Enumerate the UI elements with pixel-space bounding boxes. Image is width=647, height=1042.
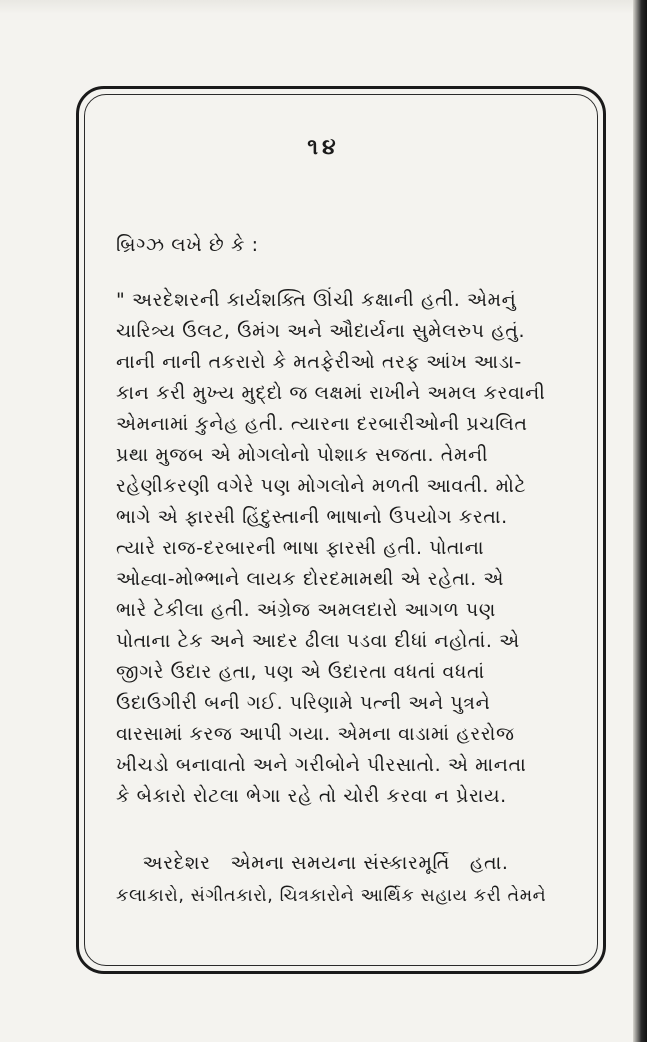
paragraph-line: ત્યારે રાજ-દરબારની ભાષા ફારસી હતી. પોતાના xyxy=(116,537,485,559)
paragraph-line: નાની નાની તકરારો કે મતફેરીઓ તરફ આંખ આડા- xyxy=(116,351,522,373)
page-border-inner xyxy=(84,94,598,966)
paragraph-line: જીગરે ઉદાર હતા, પણ એ ઉદારતા વધતાં વધતાં xyxy=(116,661,485,683)
paragraph-line: એમનામાં કુનેહ હતી. ત્યારના દરબારીઓની પ્રચલિત xyxy=(116,413,528,435)
paragraph-line: ઓહ્વા-મોભ્ભાને લાયક દોરદમામથી એ રહેતા. એ xyxy=(116,568,505,590)
paragraph-line: ચારિત્ર્ય ઉલટ, ઉમંગ અને ઔદાર્યના સુમેલરુપ હતું. xyxy=(116,320,526,342)
paragraph-line: કાન કરી મુખ્ય મુદ્દો જ લક્ષમાં રાખીને અમલ કરવાની xyxy=(116,382,546,404)
paragraph-line: વારસામાં કરજ આપી ગયા. એમના વાડામાં હરરોજ xyxy=(116,723,515,745)
paragraph-line: કલાકારો, સંગીતકારો, ચિત્રકારોને આર્થિક સહાય કરી તેમને xyxy=(116,886,547,906)
paragraph-line: પોતાના ટેક અને આદર ઢીલા પડવા દીધાં નહોતાં. એ xyxy=(116,630,520,652)
paragraph-line: " અરદેશરની કાર્યશક્તિ ઊંચી કક્ષાની હતી. એમનું xyxy=(116,289,517,311)
intro-line: બ્રિગ્ઝ લખે છે કે : xyxy=(116,234,259,256)
paragraph-line: ખીચડો બનાવાતો અને ગરીબોને પીરસાતો. એ માનતા xyxy=(116,754,527,776)
paragraph-line: ઉદાઉગીરી બની ગઈ. પરિણામે પત્ની અને પુત્રને xyxy=(116,692,491,714)
page-top-edge xyxy=(0,0,647,14)
page-number: ૧૪ xyxy=(307,135,340,160)
paragraph-line: પ્રથા મુજબ એ મોગલોનો પોશાક સજતા. તેમની xyxy=(116,444,489,466)
paragraph-line: ભારે ટેકીલા હતી. અંગ્રેજ અમલદારો આગળ પણ xyxy=(116,599,496,621)
paragraph-line: અરદેશર એમના સમયના સંસ્કારમૂર્તિ હતા. xyxy=(116,852,509,874)
paragraph-line: રહેણીકરણી વગેરે પણ મોગલોને મળતી આવતી. મોટે xyxy=(116,475,527,497)
paragraph-line: કે બેકારો રોટલા ભેગા રહે તો ચોરી કરવા ન પ્રેરાય. xyxy=(116,785,507,807)
paragraph-line: ભાગે એ ફારસી હિંદુસ્તાની ભાષાનો ઉપયોગ કરતા. xyxy=(116,506,508,528)
